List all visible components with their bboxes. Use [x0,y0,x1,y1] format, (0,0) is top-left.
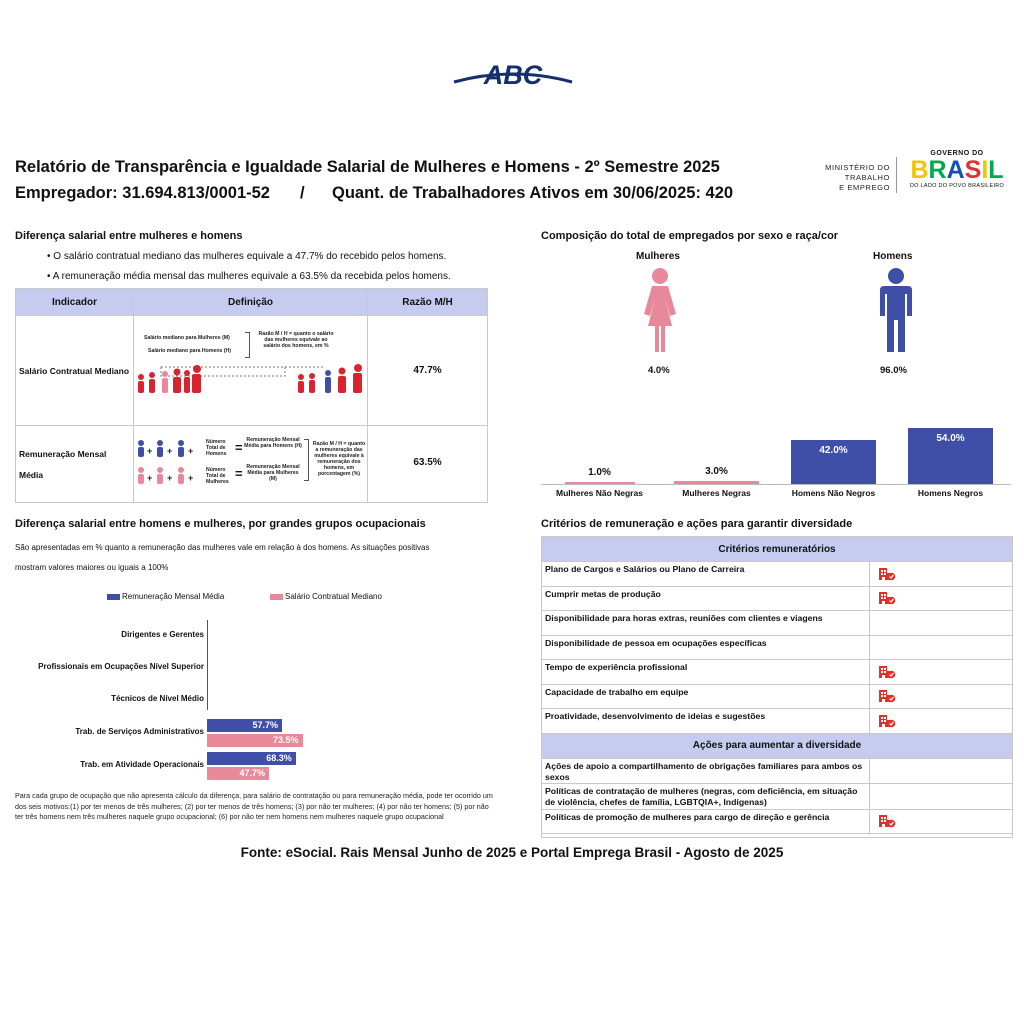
indicator-median-salary: Salário Contratual Mediano [19,366,130,376]
equals-men: = [235,440,243,455]
ministry-label: MINISTÉRIO DO TRABALHO E EMPREGO [825,163,890,192]
company-check-icon [878,665,896,679]
median-figures [135,363,367,403]
criteria-row [542,709,1012,734]
men-label: Homens [873,251,913,262]
criteria-label: Políticas de promoção de mulheres para cargo de direção e gerência [545,811,830,822]
composition-category-label: Mulheres Negras [682,488,751,498]
logo-text: ABC [483,60,543,90]
svg-text:+: + [167,446,173,456]
occupation-bar-value: 73.5% [273,735,299,745]
criteria-label: Cumprir metas de produção [545,588,661,599]
criteria-row [542,636,1012,661]
criteria-label: Capacidade de trabalho em equipe [545,686,689,697]
brand-letter: B [910,156,929,184]
criteria-row [542,759,1012,784]
criteria-divider [869,660,870,684]
occupation-category-label: Dirigentes e Gerentes [121,630,204,639]
composition-category-label: Mulheres Não Negras [556,488,643,498]
brace-2 [304,439,309,481]
composition-title: Composição do total de empregados por sexo e raça/cor [541,230,839,242]
total-women-label: Número Total de Mulheres [206,467,229,485]
criteria-divider [869,611,870,635]
svg-text:+: + [147,446,153,456]
composition-bar-value: 42.0% [819,445,848,457]
composition-bar-chart [541,420,1011,502]
abc-logo [448,58,578,94]
th-definition: Definição [134,289,367,315]
brace [245,332,250,358]
criteria-row [542,587,1012,612]
composition-bar-value: 3.0% [705,465,728,477]
salary-bullet-2: • A remuneração média mensal das mulheres equivale a 63.5% da recebida pelos homens. [47,271,451,282]
avg-ratio-value: 63.5% [413,457,442,468]
legend-rem-swatch [107,594,120,600]
company-check-icon [878,714,896,728]
criteria-divider [869,810,870,833]
report-title: Relatório de Transparência e Igualdade Salarial de Mulheres e Homens - 2º Semestre 2025 [15,158,720,176]
occupation-title: Diferença salarial entre homens e mulheres, por grandes grupos ocupacionais [15,518,426,530]
composition-category-label: Homens Negros [917,488,984,498]
criteria-row [542,660,1012,685]
title-separator: / [300,184,305,202]
criteria-label: Políticas de contratação de mulheres (negras, com deficiência, em situação de violência, chefes de família, LGBTQIA+, Indígenas) [545,785,858,807]
occupation-category-label: Técnicos de Nível Médio [111,694,204,703]
salary-bullet-1: • O salário contratual mediano das mulheres equivale a 47.7% do recebido pelos homens. [47,251,447,262]
criteria-label: Ações de apoio a compartilhamento de obrigações familiares para ambos os sexos [545,760,863,782]
svg-text:+: + [167,473,173,483]
women-label: Mulheres [636,251,680,262]
avg-figures [136,439,206,489]
company-check-icon [878,689,896,703]
company-check-icon [878,591,896,605]
th-ratio: Razão M/H [368,289,487,315]
occupation-bar-value: 47.7% [239,768,265,778]
gov-brasil-logo: GOVERNO DO BRASIL DO LADO DO POVO BRASILEIRO [909,150,1005,189]
footnote: Para cada grupo de ocupação que não apresenta cálculo da diferença, para salário de contratação ou para remuneração média, pode ter ocorrido um dos seis motivos:(1) por ter menos de três mulheres; (2) por ter menos de três homens; (3) por não ter mulheres; (4) por não ter homens; (5) por não ter três homens nem três mulheres naquele grupo ocupacional; (6) por não ter nem homens nem mulheres naquele grupo ocupacional [15,791,493,822]
composition-bar-value: 1.0% [588,467,611,478]
criteria-label: Disponibilidade de pessoa em ocupações específicas [545,637,767,648]
criteria-row [542,685,1012,710]
criteria-divider [869,587,870,611]
equals-women: = [235,466,243,481]
criteria-row [542,784,1012,810]
legend-sal-label: Salário Contratual Mediano [285,592,382,601]
occupation-bar-chart [15,620,495,785]
criteria-divider [869,759,870,783]
criteria-label: Proatividade, desenvolvimento de ideias e sugestões [545,711,766,721]
criteria-row [542,810,1012,834]
svg-text:+: + [147,473,153,483]
criteria-label: Plano de Cargos e Salários ou Plano de Carreira [545,564,745,574]
rem-men-label: Remuneração Mensal Média para Homens (H) [244,437,302,449]
men-pct: 96.0% [880,365,907,376]
composition-category-label: Homens Não Negros [791,488,876,498]
company-check-icon [878,567,896,581]
criteria-section-header: Critérios remuneratórios [542,537,1012,562]
def-men-median: Salário mediano para Homens (H) [148,348,232,354]
woman-icon [640,268,680,352]
indicator-table [15,288,488,503]
employer-line: Empregador: 31.694.813/0001-52 [15,184,270,202]
total-men-label: Número Total de Homens [206,439,227,457]
criteria-table [541,536,1013,838]
svg-text:+: + [188,446,194,456]
company-check-icon [878,814,896,828]
criteria-divider [869,709,870,733]
def-women-median: Salário mediano para Mulheres (M) [144,335,230,341]
source-line: Fonte: eSocial. Rais Mensal Junho de 2025 e Portal Emprega Brasil - Agosto de 2025 [240,845,784,860]
th-indicator: Indicador [16,289,133,315]
occupation-category-label: Profissionais em Ocupações Nível Superior [38,662,204,671]
occupation-axis [207,620,208,710]
ministry-divider [896,157,897,193]
def-ratio-avg: Razão M / H = quanto a remuneração das mulheres equivale à remuneração dos homens, em porcentagem (%) [312,441,366,477]
criteria-divider [869,784,870,809]
women-pct: 4.0% [648,365,670,376]
indicator-avg-remuneration-1: Remuneração Mensal [19,449,107,459]
criteria-label: Tempo de experiência profissional [545,662,688,672]
occupation-category-label: Trab. em Atividade Operacionais [80,760,204,769]
occupation-subtitle-1: São apresentadas em % quanto a remuneração das mulheres vale em relação à dos homens. As situações positivas [15,543,430,552]
criteria-row [542,562,1012,587]
occupation-bar-value: 68.3% [266,753,292,763]
composition-axis [541,484,1011,485]
occupation-category-label: Trab. de Serviços Administrativos [75,727,204,736]
rem-women-label: Remuneração Mensal Média para Mulheres (M) [246,464,300,482]
svg-text:+: + [188,473,194,483]
indicator-avg-remuneration-2: Média [19,470,44,480]
criteria-divider [869,562,870,586]
salary-diff-title: Diferença salarial entre mulheres e homens [15,230,243,242]
criteria-section-header: Ações para aumentar a diversidade [542,734,1012,759]
occupation-bar-value: 57.7% [252,720,278,730]
man-icon [876,268,916,352]
criteria-divider [869,685,870,709]
legend-sal-swatch [270,594,283,600]
legend-rem-label: Remuneração Mensal Média [122,592,225,601]
criteria-row [542,611,1012,636]
def-ratio-median: Razão M / H = quanto o salário das mulheres equivale ao salário dos homens, em % [258,331,334,349]
criteria-divider [869,636,870,660]
criteria-title: Critérios de remuneração e ações para garantir diversidade [541,518,853,530]
composition-bar-value: 54.0% [936,433,965,444]
workers-line: Quant. de Trabalhadores Ativos em 30/06/2025: 420 [332,184,734,202]
median-ratio-value: 47.7% [413,365,442,376]
occupation-subtitle-2: mostram valores maiores ou iguais a 100% [15,563,169,572]
criteria-label: Disponibilidade para horas extras, reuniões com clientes e viagens [545,613,823,623]
